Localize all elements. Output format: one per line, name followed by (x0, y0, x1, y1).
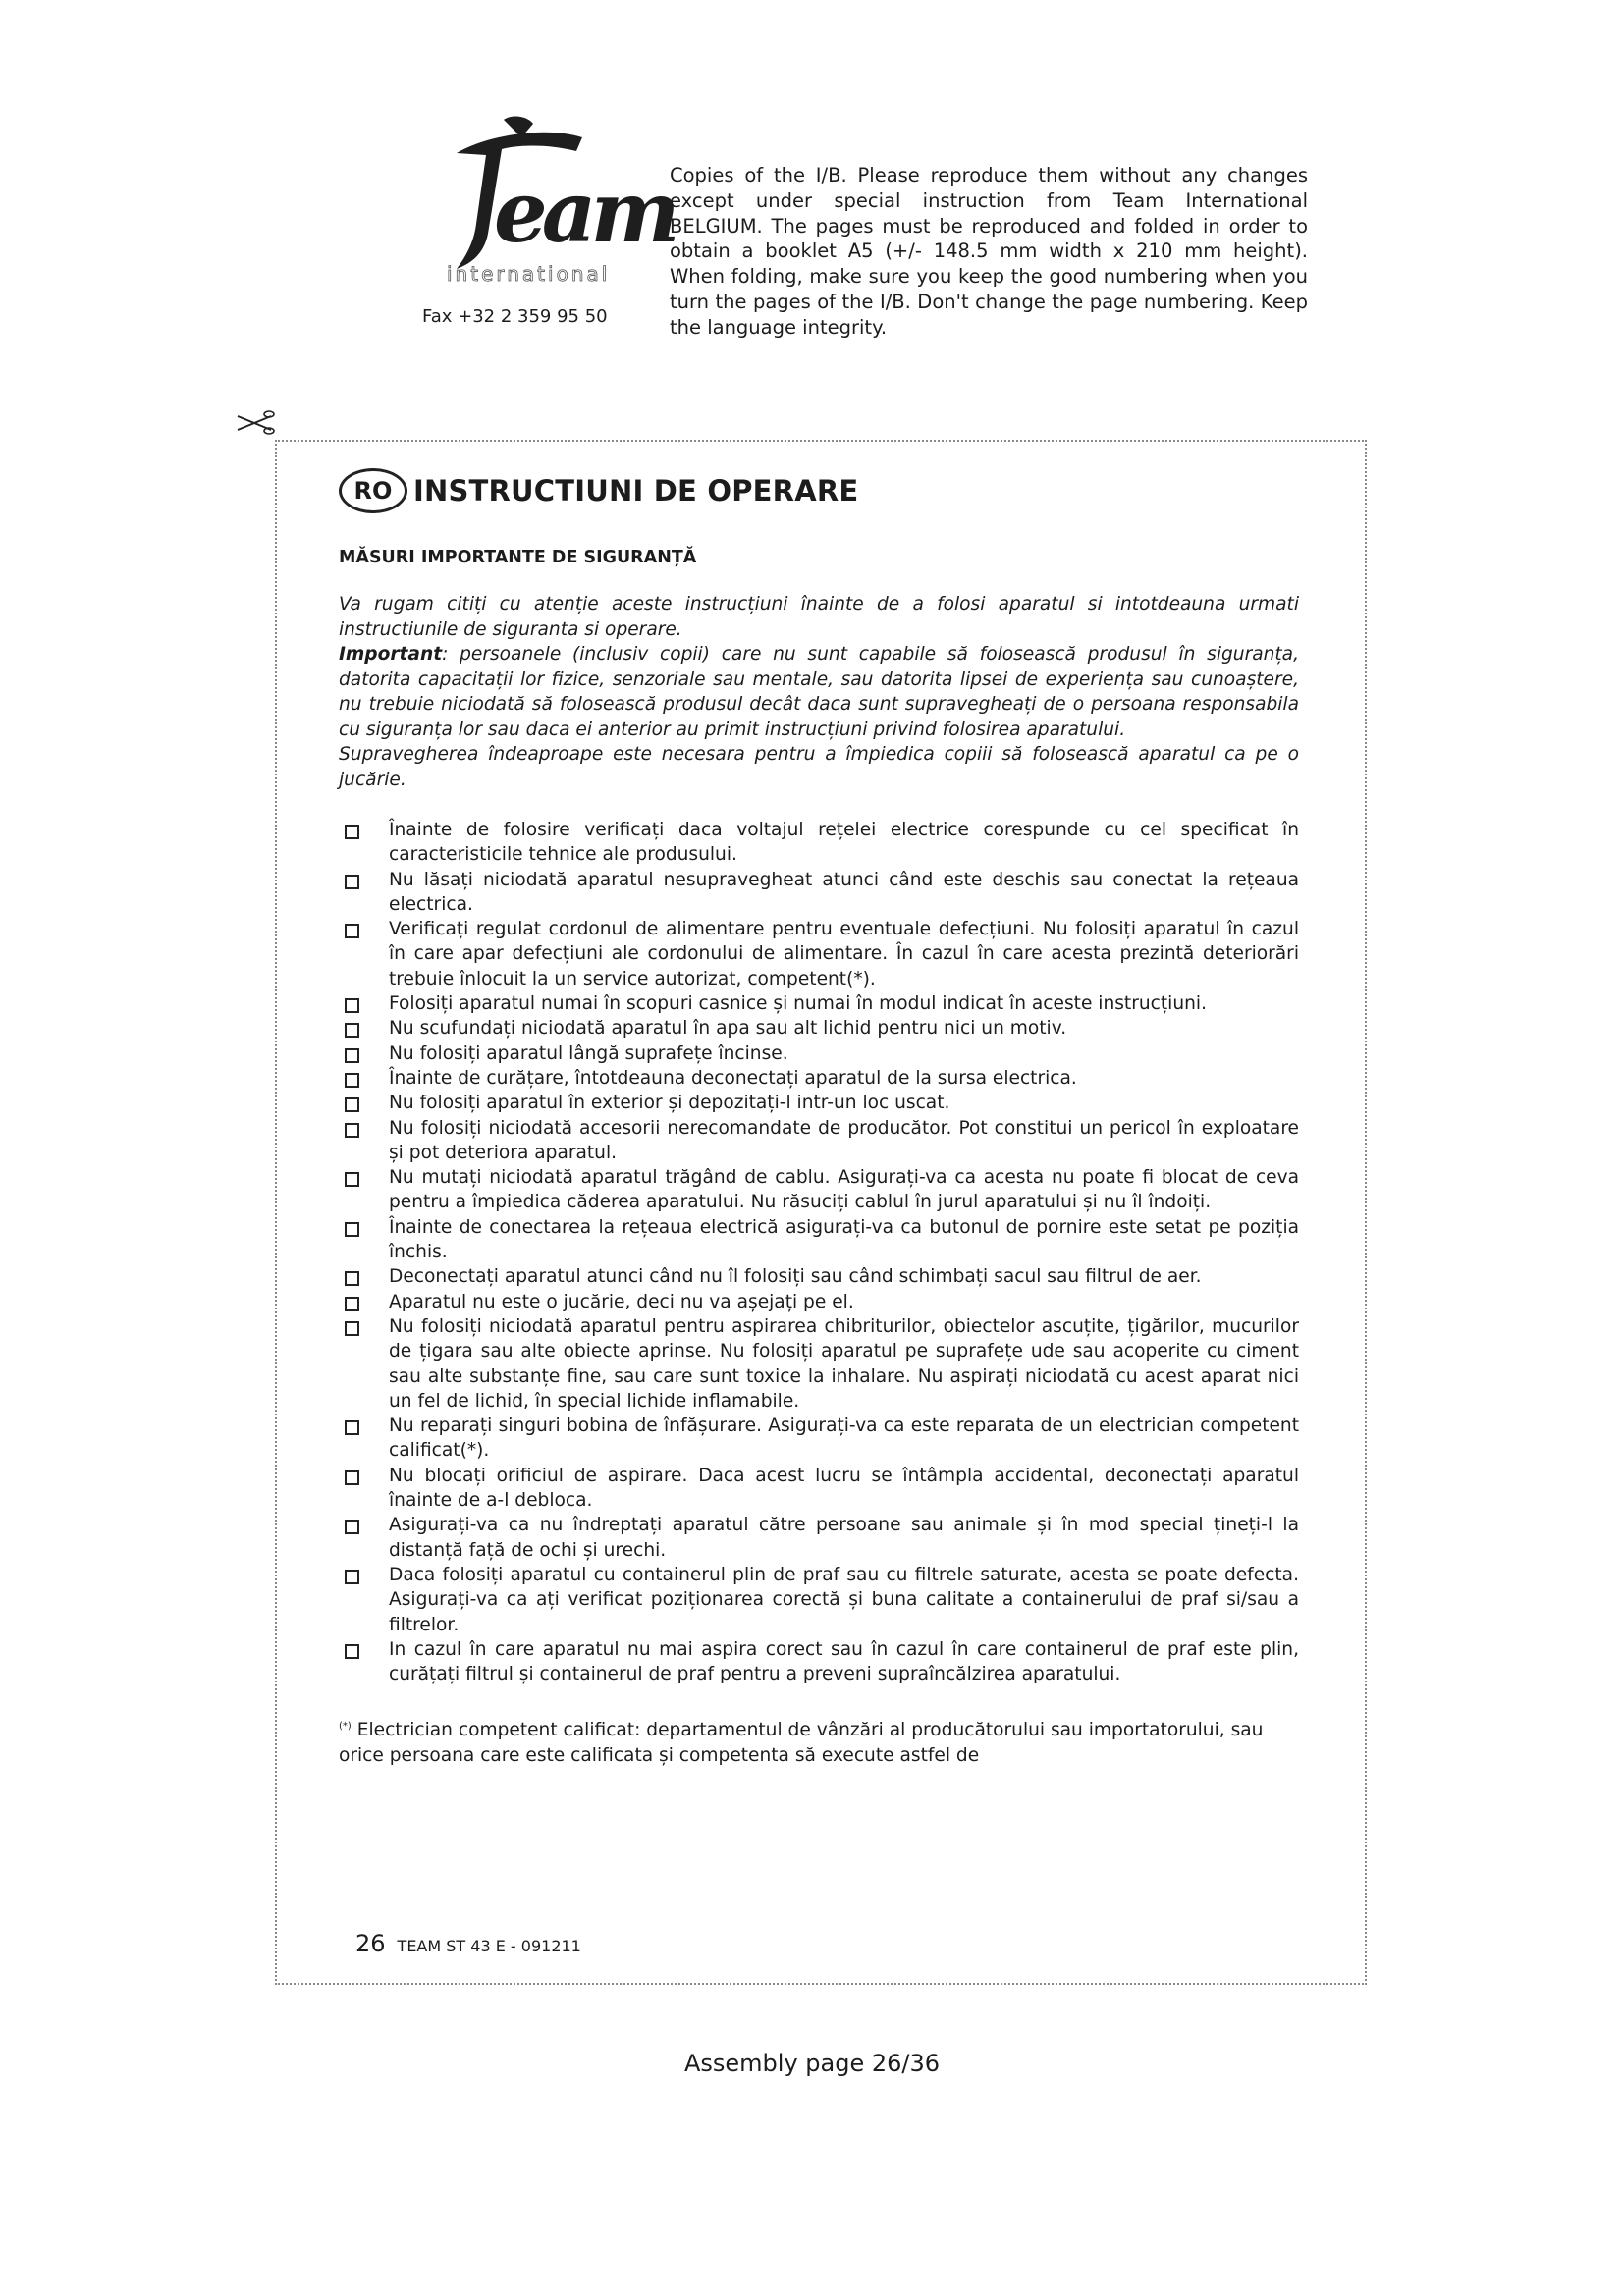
scissors-icon (236, 408, 275, 436)
checkbox-icon (345, 1123, 359, 1138)
fax-number: Fax +32 2 359 95 50 (422, 306, 608, 327)
footnote-mark: (*) (339, 1721, 352, 1733)
list-item: Înainte de conectarea la rețeaua electrică asigurați-va ca butonul de pornire este setat pe poziția închis. (339, 1215, 1299, 1265)
list-item: Nu folosiți aparatul lângă suprafețe încinse. (339, 1041, 1299, 1066)
checkbox-icon (345, 1321, 359, 1336)
checkbox-icon (345, 1048, 359, 1063)
page-title (339, 463, 1299, 518)
supervision-paragraph: Supravegherea îndeaproape este necesara pentru a împiedica copiii să folosească aparatul ca pe o jucărie. (339, 744, 1299, 790)
checkbox-icon (345, 1644, 359, 1659)
checkbox-icon (345, 1271, 359, 1286)
list-item: Verificați regulat cordonul de alimentare pentru eventuale defecțiuni. Nu folosiți aparatul în cazul în care apar defecțiuni ale cordonului de alimentare. În cazul în care acesta prezintă deteriorări trebuie înlocuit la un service autorizat, competent(*). (339, 917, 1299, 991)
checkbox-icon (345, 1097, 359, 1112)
list-item: Nu blocați orificiul de aspirare. Daca acest lucru se întâmpla accidental, deconectați aparatul înainte de a-l debloca. (339, 1464, 1299, 1514)
page-footer (355, 1930, 581, 1957)
list-item: Deconectați aparatul atunci când nu îl folosiți sau când schimbați sacul sau filtrul de aer. (339, 1264, 1299, 1289)
list-item: Nu folosiți niciodată aparatul pentru aspirarea chibriturilor, obiectelor ascuțite, țigărilor, mucurilor de țigara sau alte obiecte aprinse. Nu folosiți aparatul pe suprafețe ude sau acoperite cu ciment sau alte substanțe fine, sau care sunt toxice la inhalare. Nu aspirați niciodată cu acest aparat nici un fel de lichid, în special lichide inflamabile. (339, 1314, 1299, 1414)
checkbox-icon (345, 998, 359, 1013)
important-label: Important (339, 644, 443, 665)
list-item: Daca folosiți aparatul cu containerul plin de praf sau cu filtrele saturate, acesta se poate defecta. Asigurați-va ca ați verificat poziționarea corectă și buna calitate a containerului de praf si/sau a filtrelor. (339, 1563, 1299, 1637)
checkbox-icon (345, 825, 359, 839)
page-number: 26 (355, 1930, 386, 1957)
checkbox-icon (345, 1073, 359, 1088)
list-item: Nu folosiți aparatul în exterior și depozitați-l intr-un loc uscat. (339, 1091, 1299, 1115)
svg-text:international: international (447, 262, 611, 286)
list-item: Nu scufundați niciodată aparatul în apa sau alt lichid pentru nici un motiv. (339, 1016, 1299, 1041)
checkbox-icon (345, 924, 359, 938)
checkbox-icon (345, 1520, 359, 1534)
checkbox-icon (345, 1023, 359, 1038)
checkbox-icon (345, 1172, 359, 1187)
list-item: Aparatul nu este o jucărie, deci nu va așejați pe el. (339, 1290, 1299, 1314)
checkbox-icon (345, 1420, 359, 1435)
team-international-logo (417, 116, 675, 293)
language-badge: RO (339, 468, 407, 513)
list-item: In cazul în care aparatul nu mai aspira corect sau în cazul în care containerul de praf este plin, curățați filtrul și containerul de praf pentru a preveni supraîncălzirea aparatului. (339, 1637, 1299, 1687)
intro-paragraph: Va rugam citiți cu atenție aceste instrucțiuni înainte de a folosi aparatul si intotdeauna urmati instructiunile de siguranta si operare. (339, 594, 1299, 640)
section-heading: MĂSURI IMPORTANTE DE SIGURANȚĂ (339, 548, 697, 567)
list-item: Nu lăsați niciodată aparatul nesupravegheat atunci când este deschis sau conectat la rețeaua electrica. (339, 868, 1299, 918)
reproduction-note: Copies of the I/B. Please reproduce them without any changes except under special instruction from Team International BELGIUM. The pages must be reproduced and folded in order to obtain a booklet A5 (+/- 148.5 mm width x 210 mm height). When folding, make sure you keep the good numbering when you turn the pages of the I/B. Don't change the page numbering. Keep the language integrity. (670, 164, 1308, 339)
footnote-text: Electrician competent calificat: departamentul de vânzări al producătorului sau importatorului, sau orice persoana care este calificata și competenta să execute astfel de (339, 1720, 1264, 1767)
checkbox-icon (345, 875, 359, 889)
intro-text (339, 592, 1299, 792)
important-paragraph (339, 642, 1299, 742)
list-item: Înainte de curățare, întotdeauna deconectați aparatul de la sursa electrica. (339, 1066, 1299, 1091)
list-item: Folosiți aparatul numai în scopuri casnice și numai în modul indicat în aceste instrucțiuni. (339, 991, 1299, 1016)
list-item: Nu reparați singuri bobina de înfășurare. Asigurați-va ca este reparata de un electrician competent calificat(*). (339, 1414, 1299, 1464)
checkbox-icon (345, 1297, 359, 1311)
svg-text:eam: eam (494, 163, 675, 262)
list-item: Nu folosiți niciodată accesorii nerecomandate de producător. Pot constitui un pericol în exploatare și pot deteriora aparatul. (339, 1116, 1299, 1166)
safety-list (339, 818, 1299, 1686)
document-code: TEAM ST 43 E - 091211 (397, 1937, 581, 1955)
checkbox-icon (345, 1222, 359, 1237)
checkbox-icon (345, 1470, 359, 1485)
assembly-page-label: Assembly page 26/36 (683, 2050, 941, 2077)
list-item: Nu mutați niciodată aparatul trăgând de cablu. Asigurați-va ca acesta nu poate fi blocat de ceva pentru a împiedica căderea aparatului. Nu răsuciți cablul în jurul aparatului și nu îl îndoiți. (339, 1165, 1299, 1215)
footnote (339, 1714, 1299, 1768)
checkbox-icon (345, 1570, 359, 1584)
list-item: Asigurați-va ca nu îndreptați aparatul către persoane sau animale și în mod special țineți-l la distanță față de ochi și urechi. (339, 1513, 1299, 1563)
list-item: Înainte de folosire verificați daca voltajul rețelei electrice corespunde cu cel specificat în caracteristicile tehnice ale produsului. (339, 818, 1299, 868)
important-text: : persoanele (inclusiv copii) care nu sunt capabile să folosească produsul în siguranța, datorita capacitații lor fizice, senzoriale sau mentale, sau datorita lipsei de experiența sau cunoaștere, nu trebuie niciodată să folosească produsul decât daca sunt supravegheați de o persoana responsabila cu siguranța lor sau daca ei anterior au primit instrucțiuni privind folosirea aparatului. (339, 644, 1299, 740)
title-text: INSTRUCTIUNI DE OPERARE (413, 474, 859, 507)
instruction-page (339, 463, 1299, 1769)
